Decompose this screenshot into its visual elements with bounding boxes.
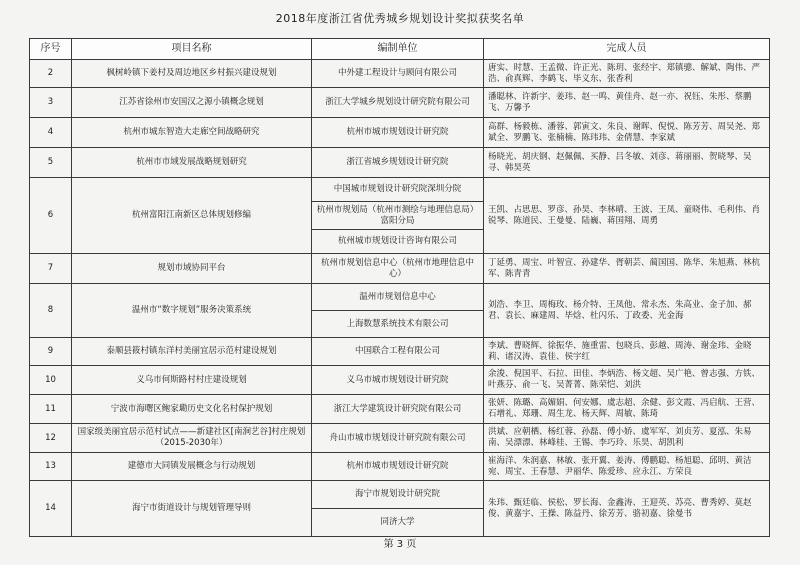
team-members: 丁延勇、周宝、叶智宣、孙建华、胥朝芸、蔺国国、陈华、朱旭燕、林杭军、陈青青 <box>484 254 770 284</box>
team-members: 崔海洋、朱润嘉、林敏、张开翼、姜涛、傅鹏聪、杨旭聪、邱明、黄洁宛、周宝、王春慧、尹丽华、陈爱珍、应永江、方荣良 <box>484 453 770 481</box>
team-members: 刘浩、李卫、周梅玫、杨介特、王凤他、常永杰、朱高业、金子加、郝君、袁长、麻建周、毕焓、杜闪乐、丁政委、光金海 <box>484 284 770 338</box>
table-body <box>30 60 770 537</box>
organization: 杭州市规划局（杭州市测绘与地理信息局）富阳分局 <box>312 202 484 230</box>
organization: 杭州城市规划设计咨询有限公司 <box>312 230 484 254</box>
row-number: 6 <box>30 178 72 254</box>
table-row <box>30 284 770 311</box>
project-name: 杭州市市域发展战略规划研究 <box>72 148 312 178</box>
row-number: 8 <box>30 284 72 338</box>
team-members: 杨晓光、胡庆钢、赵佩佩、买静、吕冬敏、刘彦、蒋丽丽、贺晓琴、吴寻、韩昊英 <box>484 148 770 178</box>
table-header <box>30 39 770 60</box>
organization: 同济大学 <box>312 509 484 537</box>
table-row <box>30 118 770 148</box>
page-title: 2018年度浙江省优秀城乡规划设计奖拟获奖名单 <box>275 12 525 25</box>
team-members: 唐实、时慧、王孟微、许正光、陈玥、张经宇、郑镇骢、解斌、陶伟、严浩、俞真辉、李鹤飞、毕义东、张香利 <box>484 60 770 88</box>
table-row <box>30 254 770 284</box>
team-members: 朱玮、甄廷临、侯松、罗长海、金鑫涛、王迎英、苏亮、曹秀婷、莫赵俊、黄嘉宇、王操、陈益丹、徐芳芳、骆初嘉、徐曼书 <box>484 481 770 537</box>
project-name: 杭州市城东智造大走廊空间战略研究 <box>72 118 312 148</box>
organization: 浙江大学城乡规划设计研究院有限公司 <box>312 88 484 118</box>
table-row <box>30 424 770 453</box>
table-row <box>30 395 770 424</box>
row-number: 7 <box>30 254 72 284</box>
organization: 中国联合工程有限公司 <box>312 338 484 366</box>
organization: 舟山市城市规划设计研究院有限公司 <box>312 424 484 453</box>
organization: 浙江省城乡规划设计研究院 <box>312 148 484 178</box>
team-members: 王凯、占思思、罗彦、孙昊、李林晴、王波、王凤、童晓伟、毛利伟、肖锐琴、陈道民、王曼曼、陆巍、蒋国翔、周勇 <box>484 178 770 254</box>
organization: 浙江大学建筑设计研究院有限公司 <box>312 395 484 424</box>
organization: 中外建工程设计与顾问有限公司 <box>312 60 484 88</box>
row-number: 11 <box>30 395 72 424</box>
project-name: 国家级美丽宜居示范村试点——新建社区[南涧艺谷]村庄规划（2015-2030年） <box>72 424 312 453</box>
row-number: 2 <box>30 60 72 88</box>
row-number: 10 <box>30 366 72 395</box>
header-project-name: 项目名称 <box>72 39 312 60</box>
team-members: 洪斌、应朝栖、杨红蓉、孙磊、傅小娇、虞军军、刘贞芳、夏泓、朱易南、吴漂漂、林峰桂、王锡、李巧玲、乐昊、胡凯利 <box>484 424 770 453</box>
table-row <box>30 88 770 118</box>
table-row <box>30 453 770 481</box>
project-name: 枫树岭镇下姜村及周边地区乡村振兴建设规划 <box>72 60 312 88</box>
team-members: 李斌、曹晓辉、徐振华、施重雷、包晓兵、彭越、周涛、谢金玮、金晓莉、诸汉涛、袁佳、侯宇红 <box>484 338 770 366</box>
team-members: 高群、杨毅栋、潘蓉、郭寅文、朱良、谢晖、倪悦、陈芳芳、周吴尧、郑斌全、罗鹏飞、张楠楠、陈玮玮、金倩慧、李家斌 <box>484 118 770 148</box>
page-number: 第 3 页 <box>383 539 417 550</box>
project-name: 泰顺县筱村镇东洋村美丽宜居示范村建设规划 <box>72 338 312 366</box>
organization: 杭州市城市规划设计研究院 <box>312 118 484 148</box>
project-name: 温州市“数字规划”服务决策系统 <box>72 284 312 338</box>
organization: 温州市规划信息中心 <box>312 284 484 311</box>
organization: 杭州市规划信息中心（杭州市地理信息中心） <box>312 254 484 284</box>
row-number: 4 <box>30 118 72 148</box>
project-name: 杭州富阳江南新区总体规划修编 <box>72 178 312 254</box>
header-organization: 编制单位 <box>312 39 484 60</box>
row-number: 9 <box>30 338 72 366</box>
organization: 上海数慧系统技术有限公司 <box>312 311 484 338</box>
project-name: 江苏省徐州市安国汉之源小镇概念规划 <box>72 88 312 118</box>
organization: 杭州市城市规划设计研究院 <box>312 453 484 481</box>
header-members: 完成人员 <box>484 39 770 60</box>
table-row <box>30 178 770 202</box>
organization: 中国城市规划设计研究院深圳分院 <box>312 178 484 202</box>
project-name: 建德市大同镇发展概念与行动规划 <box>72 453 312 481</box>
project-name: 海宁市街道设计与规划管理导则 <box>72 481 312 537</box>
table-row <box>30 481 770 509</box>
row-number: 3 <box>30 88 72 118</box>
row-number: 5 <box>30 148 72 178</box>
table-row <box>30 366 770 395</box>
row-number: 13 <box>30 453 72 481</box>
header-no: 序号 <box>30 39 72 60</box>
award-table <box>29 38 770 537</box>
project-name: 宁波市海曙区鲍家墈历史文化名村保护规划 <box>72 395 312 424</box>
row-number: 12 <box>30 424 72 453</box>
organization: 海宁市规划设计研究院 <box>312 481 484 509</box>
team-members: 张妍、陈璐、高媚娟、何安娜、虞志超、余健、彭文霞、冯启航、王营、石增礼、郑珊、周生龙、杨天辉、周敏、陈琦 <box>484 395 770 424</box>
project-name: 规划市域协同平台 <box>72 254 312 284</box>
organization: 义乌市城市规划设计研究院 <box>312 366 484 395</box>
table-row <box>30 60 770 88</box>
table-row <box>30 338 770 366</box>
team-members: 潘聪林、许新宇、姜玮、赵一鸣、黄佳舟、赵一亦、祝钰、朱彤、蔡鹏飞、万馨予 <box>484 88 770 118</box>
project-name: 义乌市何斯路村村庄建设规划 <box>72 366 312 395</box>
table-row <box>30 148 770 178</box>
row-number: 14 <box>30 481 72 537</box>
team-members: 余浚、倪国平、石拉、田佳、李炳浩、杨文超、吴广艳、曾志强、方铁、叶燕芬、俞一飞、吴菁菁、陈荣恺、刘洪 <box>484 366 770 395</box>
